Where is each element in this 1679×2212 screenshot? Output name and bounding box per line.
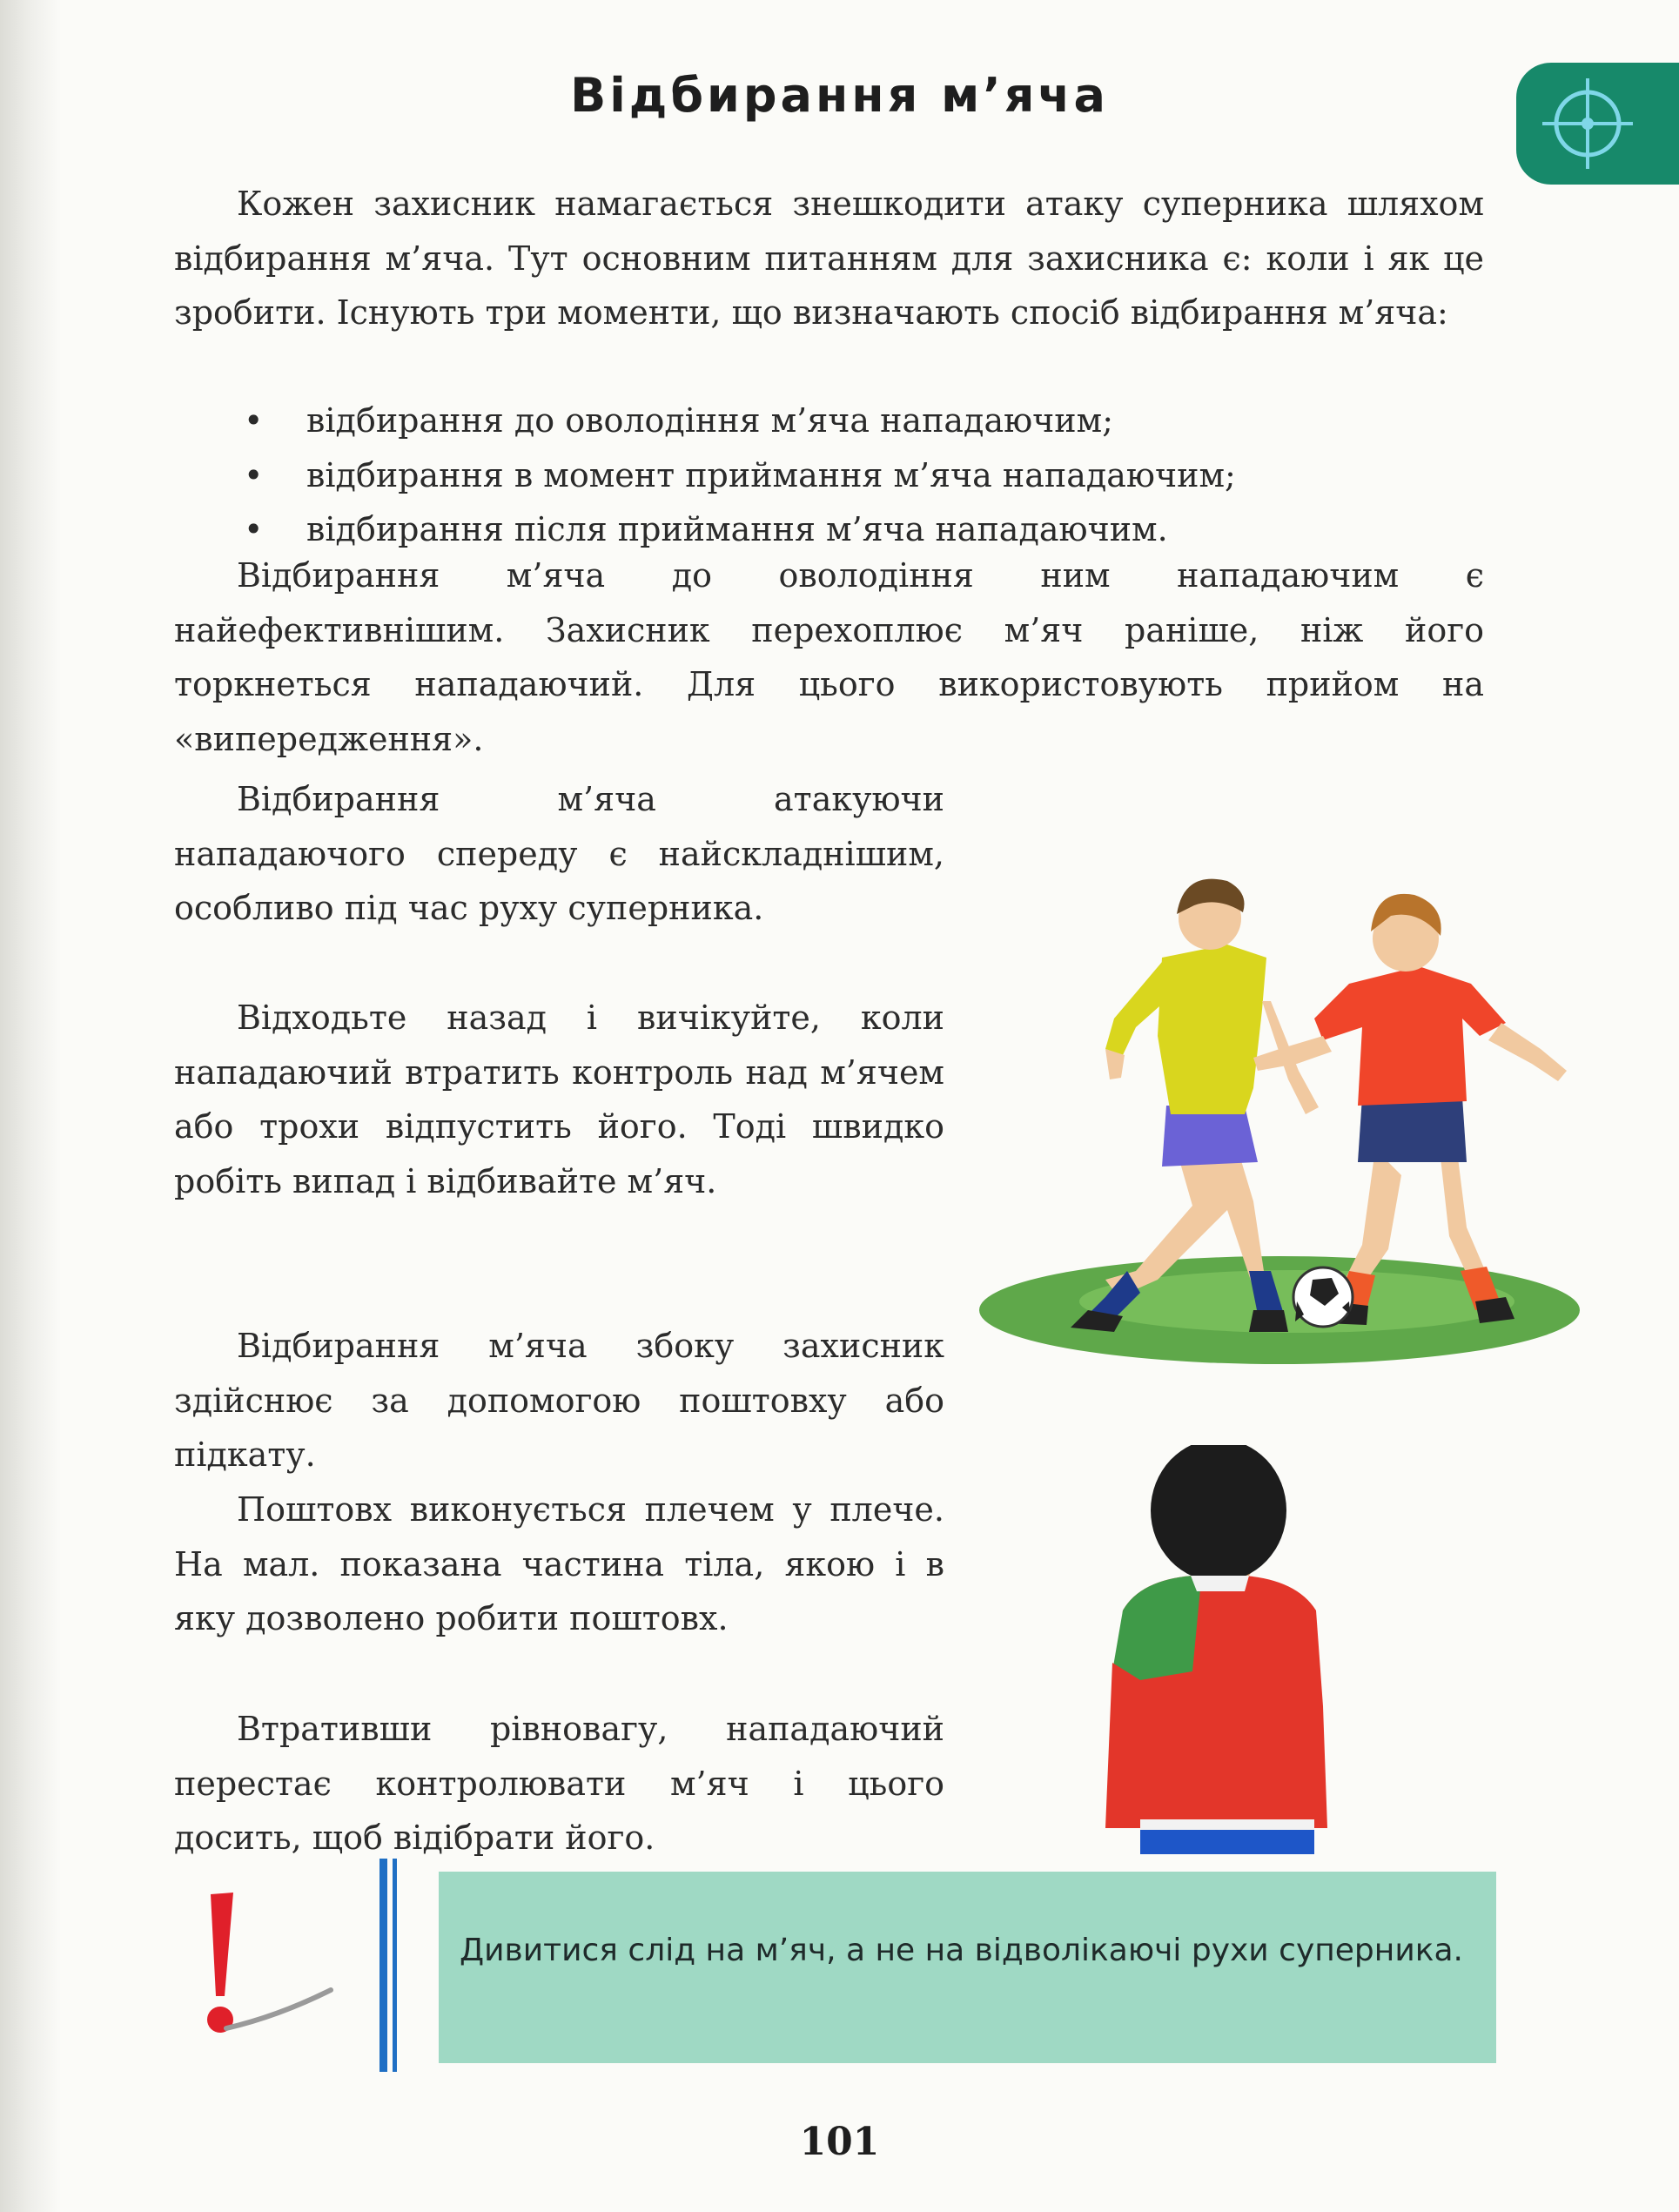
interception-paragraph: Відбирання м’яча до оволодіння ним нападаючим є найефективнішим. Захисник перехоплює м’яч раніше, ніж його торкнеться нападаючий. Для цього використовують прийом на «випередження». xyxy=(174,556,1484,758)
players-tackle-illustration xyxy=(966,862,1593,1384)
shoulder-push-paragraph: Поштовх виконується плечем у плече. На мал. показана частина тіла, якою і в яку дозволено робити поштовх. xyxy=(174,1490,944,1637)
note-text: Дивитися слід на м’яч, а не на відволікаючі рухи суперника. xyxy=(460,1933,1463,1968)
note-accent-bar xyxy=(379,1859,387,2072)
exclamation-mark-icon xyxy=(191,1887,339,2044)
page-number: 101 xyxy=(799,2120,880,2164)
retreat-paragraph: Відходьте назад і вичікуйте, коли нападаючий втратить контроль над м’ячем або трохи відпустить його. Тоді швидко робіть випад і відбивайте м’яч. xyxy=(174,998,944,1200)
list-item: • відбирання до оволодіння м’яча нападаючим; xyxy=(244,393,1419,448)
list-item: • відбирання в момент приймання м’яча нападаючим; xyxy=(244,448,1419,503)
page-binding-shadow xyxy=(0,0,61,2212)
tackling-moments-list xyxy=(244,393,1419,557)
section-tab xyxy=(1516,63,1679,185)
list-item: • відбирання після приймання м’яча нападаючим. xyxy=(244,502,1419,557)
page-title: Відбирання м’яча xyxy=(570,68,1109,123)
note-accent-bar xyxy=(393,1859,397,2072)
target-crosshair-icon xyxy=(1535,71,1640,176)
front-tackle-paragraph: Відбирання м’яча атакуючи нападаючого спереду є найскладнішим, особливо під час руху суперника. xyxy=(174,780,944,927)
intro-paragraph: Кожен захисник намагається знешкодити атаку суперника шляхом відбирання м’яча. Тут основним питанням для захисника є: коли і як це зробити. Існують три моменти, що визначають спосіб відбирання м’яча: xyxy=(174,185,1484,332)
side-tackle-paragraph: Відбирання м’яча збоку захисник здійснює за допомогою поштовху або підкату. xyxy=(174,1327,944,1474)
player-back-view-illustration xyxy=(1088,1445,1349,1854)
balance-paragraph: Втративши рівновагу, нападаючий перестає контролювати м’яч і цього досить, щоб відібрати його. xyxy=(174,1710,944,1857)
note-box xyxy=(439,1872,1496,2063)
